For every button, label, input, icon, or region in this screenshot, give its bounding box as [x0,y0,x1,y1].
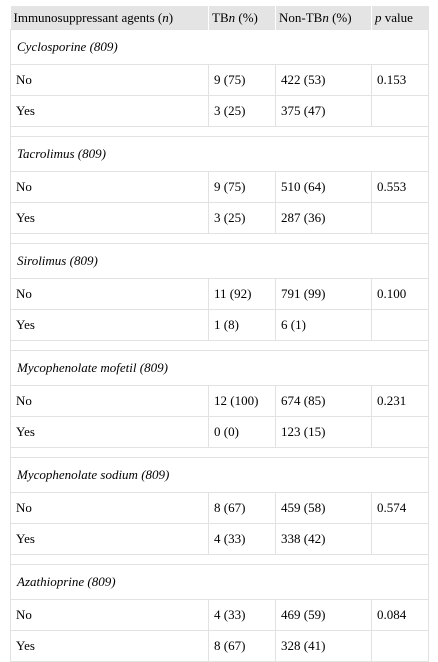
table-row [11,600,429,631]
spacer-cell [11,341,429,351]
group-title: Azathioprine (809) [11,565,429,600]
group-header-row [11,458,429,493]
non-tb-cell: 459 (58) [276,493,372,524]
header-tb: TBn (%) [209,6,276,30]
p-value-cell: 0.231 [372,386,429,417]
p-value-cell: 0.153 [372,65,429,96]
tb-cell: 11 (92) [209,279,276,310]
p-value-cell: 0.574 [372,493,429,524]
group-title: Mycophenolate sodium (809) [11,458,429,493]
table-row [11,172,429,203]
tb-cell: 8 (67) [209,631,276,662]
p-value-cell [372,631,429,662]
group-spacer [11,341,429,351]
group-header-row [11,137,429,172]
non-tb-cell: 791 (99) [276,279,372,310]
row-label: Yes [11,524,209,555]
table-row [11,279,429,310]
tb-cell: 0 (0) [209,417,276,448]
non-tb-cell: 123 (15) [276,417,372,448]
group-header-row [11,565,429,600]
row-label: Yes [11,310,209,341]
table-row [11,96,429,127]
row-label: No [11,65,209,96]
row-label: Yes [11,631,209,662]
group-header-row [11,30,429,65]
spacer-cell [11,555,429,565]
p-value-cell [372,96,429,127]
table-body [11,30,429,662]
tb-cell: 9 (75) [209,172,276,203]
tb-cell: 8 (67) [209,493,276,524]
non-tb-cell: 674 (85) [276,386,372,417]
group-title: Sirolimus (809) [11,244,429,279]
table-row [11,386,429,417]
group-title: Tacrolimus (809) [11,137,429,172]
group-title: Cyclosporine (809) [11,30,429,65]
spacer-cell [11,448,429,458]
group-spacer [11,234,429,244]
tb-cell: 12 (100) [209,386,276,417]
p-value-cell: 0.553 [372,172,429,203]
row-label: Yes [11,96,209,127]
p-value-cell: 0.100 [372,279,429,310]
group-spacer [11,127,429,137]
p-value-cell [372,417,429,448]
row-label: No [11,279,209,310]
non-tb-cell: 422 (53) [276,65,372,96]
table-row [11,65,429,96]
tb-cell: 1 (8) [209,310,276,341]
row-label: No [11,386,209,417]
table-row [11,524,429,555]
group-header-row [11,351,429,386]
row-label: Yes [11,203,209,234]
table-row [11,493,429,524]
row-label: No [11,493,209,524]
table-container [10,6,428,662]
non-tb-cell: 375 (47) [276,96,372,127]
non-tb-cell: 287 (36) [276,203,372,234]
table-row [11,203,429,234]
row-label: No [11,172,209,203]
header-non-tb: Non-TBn (%) [276,6,372,30]
immunosuppressant-table [10,6,429,662]
group-spacer [11,448,429,458]
row-label: No [11,600,209,631]
table-row [11,631,429,662]
header-agents: Immunosuppressant agents (n) [11,6,209,30]
tb-cell: 4 (33) [209,600,276,631]
header-row [11,6,429,30]
non-tb-cell: 469 (59) [276,600,372,631]
tb-cell: 3 (25) [209,203,276,234]
non-tb-cell: 510 (64) [276,172,372,203]
tb-cell: 3 (25) [209,96,276,127]
row-label: Yes [11,417,209,448]
spacer-cell [11,127,429,137]
p-value-cell [372,203,429,234]
group-header-row [11,244,429,279]
non-tb-cell: 338 (42) [276,524,372,555]
spacer-cell [11,234,429,244]
p-value-cell: 0.084 [372,600,429,631]
p-value-cell [372,310,429,341]
group-title: Mycophenolate mofetil (809) [11,351,429,386]
non-tb-cell: 328 (41) [276,631,372,662]
tb-cell: 4 (33) [209,524,276,555]
table-row [11,417,429,448]
group-spacer [11,555,429,565]
tb-cell: 9 (75) [209,65,276,96]
header-p-value: p value [372,6,429,30]
table-row [11,310,429,341]
non-tb-cell: 6 (1) [276,310,372,341]
p-value-cell [372,524,429,555]
